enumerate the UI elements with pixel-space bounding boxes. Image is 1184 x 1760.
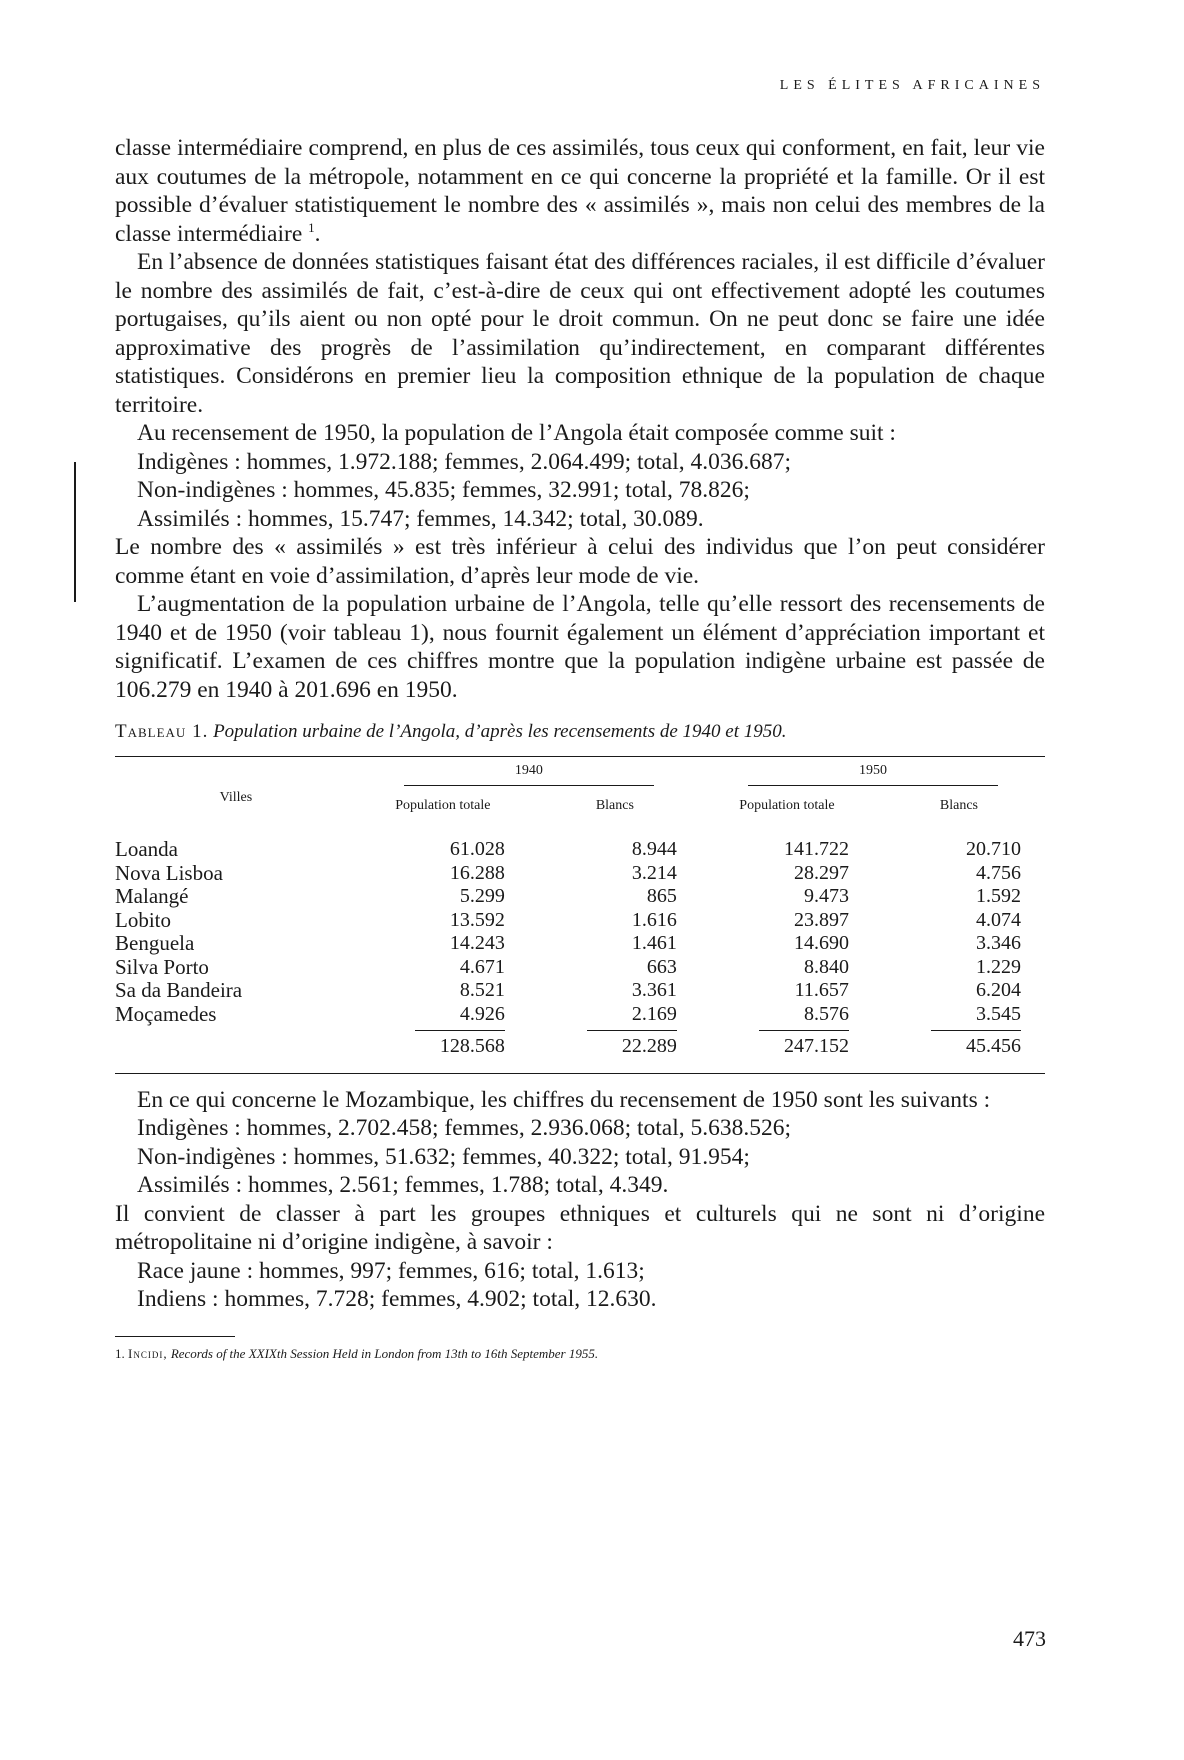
footnote-author: Incidi, <box>128 1345 168 1361</box>
footnote-reference-text: Records of the XXIXth Session Held in London from 13th to 16th September 1955. <box>170 1345 599 1361</box>
column-header-1950 <box>701 757 1045 793</box>
running-head: LES ÉLITES AFRICAINES <box>779 78 1045 93</box>
pop-1940-cell: 4.671 <box>459 955 505 978</box>
total-blancs-1950: 45.456 <box>931 1030 1021 1059</box>
table-caption-title: Population urbaine de l’Angola, d’après les recensements de 1940 et 1950. <box>213 721 787 742</box>
total-pop-1950: 247.152 <box>759 1030 849 1059</box>
column-header-blancs-1950: Blancs <box>939 798 979 813</box>
blancs-1950-cell: 3.545 <box>976 1002 1021 1025</box>
race-jaune-line: Race jaune : hommes, 997; femmes, 616; total, 1.613; <box>137 1257 645 1284</box>
pop-1940-cell: 13.592 <box>449 908 505 931</box>
pop-1950-cell: 14.690 <box>793 932 849 954</box>
city-cell: Nova Lisboa <box>115 860 223 885</box>
blancs-1950-cell: 4.074 <box>976 908 1021 931</box>
city-cell: Lobito <box>115 907 171 932</box>
blancs-1940-cell: 3.361 <box>631 979 677 1001</box>
total-pop-1940: 128.568 <box>415 1030 505 1059</box>
total-blancs-1950-cell <box>873 1026 1045 1073</box>
blancs-1950-cell: 4.756 <box>976 861 1021 884</box>
column-header-pop-1940: Population totale <box>395 798 491 813</box>
pop-1940-cell: 61.028 <box>449 838 505 860</box>
blancs-1950-cell: 1.592 <box>976 885 1021 907</box>
year-1950-label: 1950 <box>748 763 998 786</box>
city-cell: Loanda <box>115 837 178 861</box>
mozambique-assimiles-line: Assimilés : hommes, 2.561; femmes, 1.788; total, 4.349. <box>137 1172 669 1198</box>
table-row <box>115 956 1045 980</box>
table-row <box>115 838 1045 862</box>
column-header-1940 <box>357 757 701 793</box>
footnote-reference[interactable]: 1 <box>308 219 315 235</box>
column-header-pop-1950: Population totale <box>739 798 835 813</box>
city-cell: Sa da Bandeira <box>115 978 243 1002</box>
pop-1950-cell: 8.840 <box>803 955 849 978</box>
footnote-divider <box>115 1336 235 1337</box>
footnote-number: 1. <box>115 1345 125 1361</box>
city-cell: Malangé <box>115 884 189 908</box>
blancs-1940-cell: 2.169 <box>631 1002 677 1025</box>
pop-1940-cell: 4.926 <box>459 1002 505 1025</box>
blancs-1940-cell: 1.616 <box>631 908 677 931</box>
pop-1940-cell: 8.521 <box>459 979 505 1001</box>
paragraph-1 <box>115 134 1045 248</box>
table-row <box>115 909 1045 933</box>
table-row <box>115 862 1045 886</box>
table-row <box>115 932 1045 956</box>
paragraph-1-text: classe intermédiaire comprend, en plus de ces assimilés, tous ceux qui conforment, en fait, leur vie aux coutumes de la métropole, notamment en ce qui concerne la propriété et la famille. Or il est possible d’évaluer statistiquement le nombre des « assimilés », mais non celui des membres de la classe intermédiaire <box>115 135 1045 247</box>
paragraph-3: Au recensement de 1950, la population de l’Angola était composée comme suit : <box>137 420 896 446</box>
blancs-1950-cell: 1.229 <box>976 955 1021 978</box>
total-blancs-1940-cell <box>529 1026 701 1073</box>
table-caption-label: Tableau 1. <box>115 721 209 742</box>
paragraph-1-end: . <box>314 220 321 247</box>
page-body <box>115 78 1045 1363</box>
pop-1940-cell: 5.299 <box>459 885 505 907</box>
pop-1950-cell: 8.576 <box>803 1002 849 1025</box>
pop-1950-cell: 11.657 <box>794 979 849 1001</box>
paragraph-2: En l’absence de données statistiques faisant état des différences raciales, il est difficile d’évaluer le nombre des assimilés de fait, c’est-à-dire de ceux qui ont effectivement adopté les coutumes portugaises, qu’ils aient ou non opté pour le droit commun. On ne peut donc se faire une idée approximative des progrès de l’assimilation qu’indirectement, en comparant différentes statistiques. Considérons en premier lieu la composition ethnique de la population de chaque territoire. <box>115 249 1045 418</box>
margin-annotation-mark <box>74 462 76 602</box>
table-caption <box>115 720 1045 744</box>
angola-indigenes-line: Indigènes : hommes, 1.972.188; femmes, 2.064.499; total, 4.036.687; <box>137 448 792 475</box>
blancs-1950-cell: 3.346 <box>976 932 1021 954</box>
blancs-1940-cell: 8.944 <box>631 838 677 860</box>
urban-population-table <box>115 756 1045 1074</box>
blancs-1940-cell: 1.461 <box>631 932 677 954</box>
paragraph-5: L’augmentation de la population urbaine de l’Angola, telle qu’elle ressort des recensements de 1940 et de 1950 (voir tableau 1), nous fournit également un élément d’appréciation important et significatif. L’examen de ces chiffres montre que la population indigène urbaine est passée de 106.279 en 1940 à 201.696 en 1950. <box>115 591 1045 703</box>
pop-1940-cell: 14.243 <box>449 932 505 954</box>
indiens-line: Indiens : hommes, 7.728; femmes, 4.902; total, 12.630. <box>137 1286 657 1312</box>
pop-1940-cell: 16.288 <box>449 861 505 884</box>
year-1940-label: 1940 <box>404 763 654 786</box>
blancs-1950-cell: 6.204 <box>976 979 1021 1001</box>
column-header-blancs-1940: Blancs <box>595 798 634 813</box>
city-cell: Silva Porto <box>115 954 209 979</box>
page-number: 473 <box>1013 1626 1046 1651</box>
city-cell: Benguela <box>115 931 195 955</box>
total-blancs-1940: 22.289 <box>587 1030 677 1059</box>
paragraph-4: Le nombre des « assimilés » est très inférieur à celui des individus que l’on peut considérer comme étant en voie d’assimilation, d’après leur mode de vie. <box>115 534 1045 589</box>
total-pop-1950-cell <box>701 1026 873 1073</box>
total-label-cell <box>115 1026 357 1073</box>
mozambique-indigenes-line: Indigènes : hommes, 2.702.458; femmes, 2.936.068; total, 5.638.526; <box>137 1115 792 1141</box>
blancs-1950-cell: 20.710 <box>966 838 1021 860</box>
pop-1950-cell: 9.473 <box>803 885 849 907</box>
pop-1950-cell: 23.897 <box>793 908 849 931</box>
blancs-1940-cell: 3.214 <box>631 861 677 884</box>
footnote <box>115 1345 1045 1363</box>
table-total-row <box>115 1026 1045 1073</box>
angola-non-indigenes-line: Non-indigènes : hommes, 45.835; femmes, 32.991; total, 78.826; <box>137 477 750 503</box>
pop-1950-cell: 28.297 <box>793 861 849 884</box>
pop-1950-cell: 141.722 <box>783 838 849 860</box>
blancs-1940-cell: 865 <box>646 885 677 907</box>
city-cell: Moçamedes <box>115 1001 217 1026</box>
table-row <box>115 1003 1045 1027</box>
angola-assimiles-line: Assimilés : hommes, 15.747; femmes, 14.342; total, 30.089. <box>137 505 704 532</box>
blancs-1940-cell: 663 <box>646 955 677 978</box>
paragraph-7: Il convient de classer à part les groupes ethniques et culturels qui ne sont ni d’origine métropolitaine ni d’origine indigène, à savoir : <box>115 1200 1045 1255</box>
mozambique-non-indigenes-line: Non-indigènes : hommes, 51.632; femmes, 40.322; total, 91.954; <box>137 1143 750 1170</box>
column-header-villes: Villes <box>115 757 357 839</box>
table-row <box>115 885 1045 909</box>
total-pop-1940-cell <box>357 1026 529 1073</box>
table-row <box>115 979 1045 1003</box>
paragraph-6: En ce qui concerne le Mozambique, les chiffres du recensement de 1950 sont les suivants : <box>137 1086 991 1113</box>
